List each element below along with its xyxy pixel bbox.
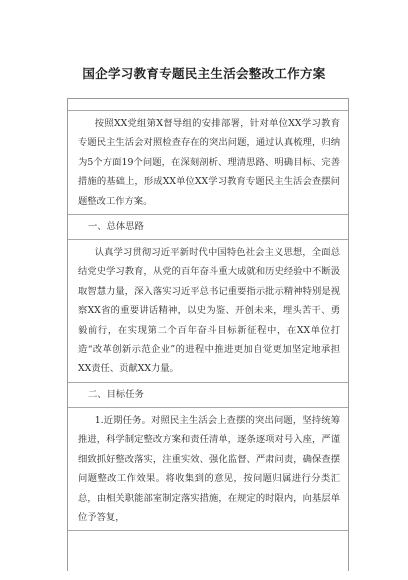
section-heading-2: 二、目标任务 (68, 383, 348, 408)
section-body-2: 1.近期任务。对照民主生活会上查摆的突出问题，坚持统筹推进，科学制定整改方案和责任清单，逐条逐项对号入座，严谨细致抓好整改落实，注重实效、强化监督、严肃问责，确保查摆问题整改工作效果。将收集到的意见，按问题归属进行分类汇总，由相关职能部室制定落实措施，在规定的时限内，向基层单位予答复， (68, 408, 348, 531)
section-body-1: 认真学习贯彻习近平新时代中国特色社会主义思想，全面总结党史学习教育，从党的百年奋斗重大成就和历史经验中不断汲取智慧力量，深入落实习近平总书记重要指示批示精神特别是视察XX省的重要讲话精神，以史为鉴、开创未来，埋头苦干、勇毅前行，在实现第二个百年奋斗目标新征程中，在XX单位打造“改革创新示范企业”的进程中推进更加自觉更加坚定地承担XX责任、贡献XX力量。 (68, 240, 348, 383)
section-heading-1: 一、总体思路 (68, 215, 348, 240)
intro-paragraph: 按照XX党组第X督导组的安排部署，针对单位XX学习教育专题民主生活会对照检查存在的突出问题，通过认真梳理，归纳为5个方面19个问题，在深刻剖析、理清思路、明确目标、完善措施的基础上，形成XX单位XX学习教育专题民主生活会查摆问题整改工作方案。 (68, 111, 348, 215)
table-row-empty (68, 99, 348, 111)
page-title: 国企学习教育专题民主生活会整改工作方案 (82, 66, 326, 81)
content-table (67, 98, 349, 571)
